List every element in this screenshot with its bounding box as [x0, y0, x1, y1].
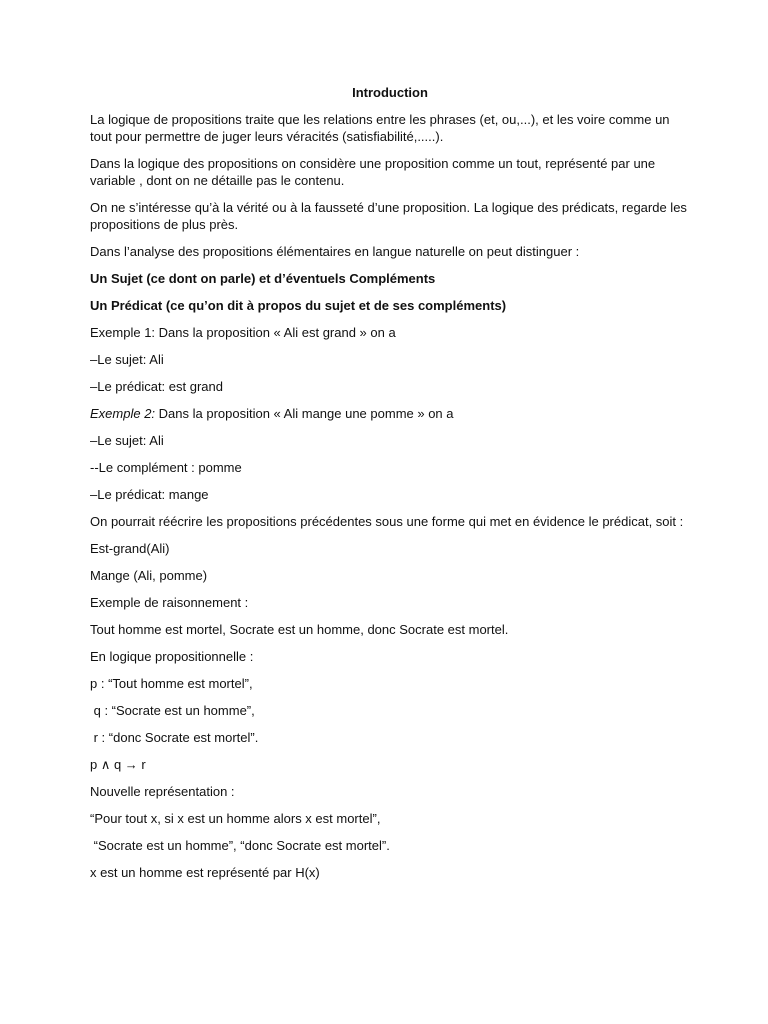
example-1-text: Dans la proposition « Ali est grand » on a	[155, 325, 396, 340]
example-2-heading	[90, 405, 690, 422]
new-representation-line-1: “Pour tout x, si x est un homme alors x est mortel”,	[90, 811, 381, 826]
paragraph-2: Dans la logique des propositions on considère une proposition comme un tout, représenté par une variable , dont on ne détaille pas le contenu.	[90, 156, 656, 188]
proposition-q: q : “Socrate est un homme”,	[90, 703, 255, 718]
logic-formula: p ∧ q → r	[90, 757, 146, 772]
rewrite-paragraph: On pourrait réécrire les propositions précédentes sous une forme qui met en évidence le prédicat, soit :	[90, 514, 684, 529]
example-1-label: Exemple 1:	[90, 325, 156, 340]
predicate-form-1: Est-grand(Ali)	[90, 541, 170, 556]
predicat-definition: Un Prédicat (ce qu’on dit à propos du sujet et de ses compléments)	[90, 298, 507, 313]
proposition-p: p : “Tout homme est mortel”,	[90, 676, 253, 691]
hx-definition: x est un homme est représenté par H(x)	[90, 865, 320, 880]
example-1-sujet: –Le sujet: Ali	[90, 352, 164, 367]
new-representation-line-2: “Socrate est un homme”, “donc Socrate est mortel”.	[90, 838, 390, 853]
proposition-r: r : “donc Socrate est mortel”.	[90, 730, 259, 745]
predicate-form-2: Mange (Ali, pomme)	[90, 568, 208, 583]
example-1-heading	[90, 324, 690, 341]
new-representation-label: Nouvelle représentation :	[90, 784, 235, 799]
paragraph-1: La logique de propositions traite que les relations entre les phrases (et, ou,...), et les voire comme un tout pour permettre de juger leurs véracités (satisfiabilité,.....).	[90, 112, 670, 144]
document-page	[90, 84, 690, 891]
propositional-logic-label: En logique propositionnelle :	[90, 649, 254, 664]
example-2-sujet: –Le sujet: Ali	[90, 433, 164, 448]
sujet-definition: Un Sujet (ce dont on parle) et d’éventuels Compléments	[90, 271, 436, 286]
reasoning-text: Tout homme est mortel, Socrate est un homme, donc Socrate est mortel.	[90, 622, 509, 637]
example-2-complement: --Le complément : pomme	[90, 460, 242, 475]
document-title: Introduction	[352, 85, 428, 100]
example-1-predicat: –Le prédicat: est grand	[90, 379, 223, 394]
paragraph-4: Dans l’analyse des propositions élémentaires en langue naturelle on peut distinguer :	[90, 244, 580, 259]
example-2-label: Exemple 2:	[90, 406, 156, 421]
example-2-text: Dans la proposition « Ali mange une pomme » on a	[155, 406, 454, 421]
example-2-predicat: –Le prédicat: mange	[90, 487, 209, 502]
reasoning-label: Exemple de raisonnement :	[90, 595, 249, 610]
paragraph-3: On ne s’intéresse qu’à la vérité ou à la fausseté d’une proposition. La logique des prédicats, regarde les propositions de plus près.	[90, 200, 687, 232]
